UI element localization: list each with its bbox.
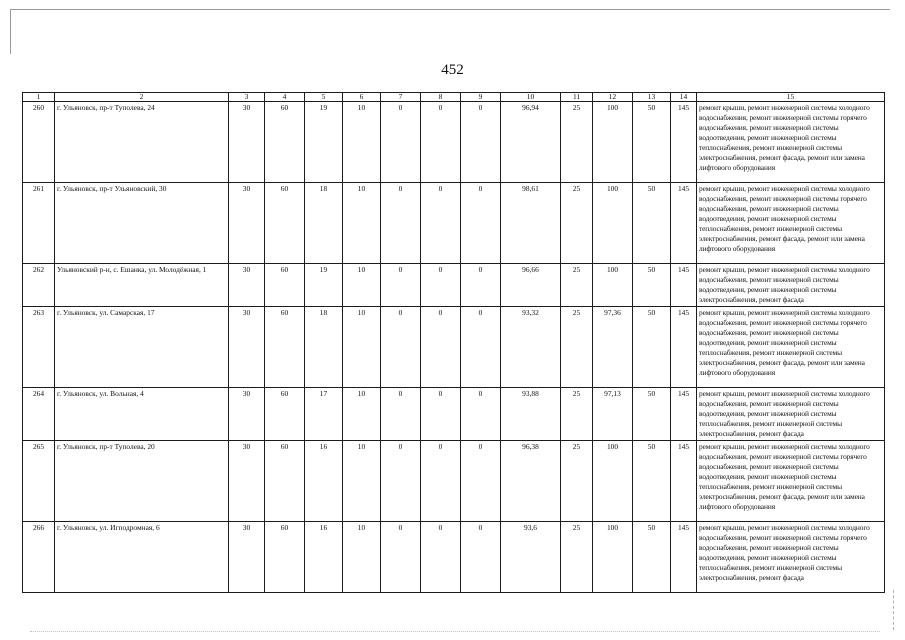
- value-cell: 0: [421, 388, 461, 441]
- value-cell: 96,38: [501, 441, 561, 522]
- table-row: [23, 264, 885, 307]
- column-index-row: [23, 93, 885, 102]
- table-row: [23, 183, 885, 264]
- value-cell: 0: [381, 388, 421, 441]
- value-cell: 30: [229, 388, 265, 441]
- row-number: 264: [23, 388, 55, 441]
- value-cell: 145: [671, 102, 697, 183]
- value-cell: 60: [265, 183, 305, 264]
- value-cell: 19: [305, 102, 343, 183]
- value-cell: 10: [343, 522, 381, 593]
- address-cell: г. Ульяновск, пр-т Туполева, 20: [55, 441, 229, 522]
- col-index: 9: [461, 93, 501, 102]
- value-cell: 93,6: [501, 522, 561, 593]
- value-cell: 50: [633, 388, 671, 441]
- value-cell: 50: [633, 441, 671, 522]
- value-cell: 50: [633, 522, 671, 593]
- table-row: [23, 522, 885, 593]
- value-cell: 93,88: [501, 388, 561, 441]
- row-number: 261: [23, 183, 55, 264]
- scan-edge-bottom: [30, 631, 880, 632]
- value-cell: 18: [305, 183, 343, 264]
- value-cell: 25: [561, 307, 593, 388]
- housing-repair-table: [22, 92, 885, 593]
- row-number: 262: [23, 264, 55, 307]
- address-cell: г. Ульяновск, пр-т Ульяновский, 30: [55, 183, 229, 264]
- value-cell: 145: [671, 388, 697, 441]
- value-cell: 0: [381, 264, 421, 307]
- value-cell: 100: [593, 102, 633, 183]
- value-cell: 0: [461, 388, 501, 441]
- value-cell: 96,94: [501, 102, 561, 183]
- value-cell: 60: [265, 264, 305, 307]
- value-cell: 100: [593, 522, 633, 593]
- col-index: 11: [561, 93, 593, 102]
- value-cell: 0: [461, 264, 501, 307]
- value-cell: 0: [421, 183, 461, 264]
- value-cell: 25: [561, 183, 593, 264]
- page-number: 452: [441, 62, 464, 78]
- value-cell: 100: [593, 441, 633, 522]
- row-number: 266: [23, 522, 55, 593]
- value-cell: 10: [343, 264, 381, 307]
- value-cell: 10: [343, 102, 381, 183]
- address-cell: г. Ульяновск, ул. Вольная, 4: [55, 388, 229, 441]
- value-cell: 30: [229, 307, 265, 388]
- repair-works-cell: ремонт крыши, ремонт инженерной системы холодного водоснабжения, ремонт инженерной системы горячего водоснабжения, ремонт инженерной системы водоотведения, ремонт инженерной системы теплоснабжения, ремонт инженерной системы электроснабжения, ремонт фасада, ремонт или замена лифтового оборудования: [697, 102, 885, 183]
- value-cell: 16: [305, 522, 343, 593]
- value-cell: 25: [561, 522, 593, 593]
- value-cell: 10: [343, 441, 381, 522]
- col-index: 12: [593, 93, 633, 102]
- value-cell: 0: [381, 183, 421, 264]
- value-cell: 93,32: [501, 307, 561, 388]
- row-number: 263: [23, 307, 55, 388]
- value-cell: 30: [229, 441, 265, 522]
- col-index: 15: [697, 93, 885, 102]
- value-cell: 50: [633, 264, 671, 307]
- row-number: 265: [23, 441, 55, 522]
- value-cell: 0: [461, 522, 501, 593]
- value-cell: 17: [305, 388, 343, 441]
- value-cell: 0: [461, 102, 501, 183]
- value-cell: 0: [421, 522, 461, 593]
- repair-works-cell: ремонт крыши, ремонт инженерной системы холодного водоснабжения, ремонт инженерной системы водоотведения, ремонт инженерной системы электроснабжения, ремонт фасада: [697, 264, 885, 307]
- col-index: 14: [671, 93, 697, 102]
- value-cell: 0: [461, 307, 501, 388]
- value-cell: 145: [671, 307, 697, 388]
- value-cell: 16: [305, 441, 343, 522]
- col-index: 7: [381, 93, 421, 102]
- repair-works-cell: ремонт крыши, ремонт инженерной системы холодного водоснабжения, ремонт инженерной системы горячего водоснабжения, ремонт инженерной системы водоотведения, ремонт инженерной системы теплоснабжения, ремонт инженерной системы электроснабжения, ремонт фасада: [697, 522, 885, 593]
- value-cell: 100: [593, 264, 633, 307]
- address-cell: г. Ульяновск, ул. Игподромная, 6: [55, 522, 229, 593]
- value-cell: 18: [305, 307, 343, 388]
- value-cell: 0: [421, 441, 461, 522]
- value-cell: 60: [265, 441, 305, 522]
- value-cell: 0: [421, 264, 461, 307]
- value-cell: 0: [421, 102, 461, 183]
- value-cell: 97,36: [593, 307, 633, 388]
- value-cell: 60: [265, 102, 305, 183]
- value-cell: 30: [229, 264, 265, 307]
- value-cell: 145: [671, 264, 697, 307]
- scan-edge-left: [10, 9, 11, 54]
- table-row: [23, 307, 885, 388]
- col-index: 3: [229, 93, 265, 102]
- value-cell: 10: [343, 388, 381, 441]
- row-number: 260: [23, 102, 55, 183]
- value-cell: 96,66: [501, 264, 561, 307]
- value-cell: 0: [461, 441, 501, 522]
- value-cell: 98,61: [501, 183, 561, 264]
- value-cell: 30: [229, 183, 265, 264]
- value-cell: 25: [561, 264, 593, 307]
- col-index: 13: [633, 93, 671, 102]
- value-cell: 10: [343, 183, 381, 264]
- value-cell: 60: [265, 522, 305, 593]
- value-cell: 50: [633, 102, 671, 183]
- repair-works-cell: ремонт крыши, ремонт инженерной системы холодного водоснабжения, ремонт инженерной системы горячего водоснабжения, ремонт инженерной системы водоотведения, ремонт инженерной системы теплоснабжения, ремонт инженерной системы электроснабжения, ремонт фасада, ремонт или замена лифтового оборудования: [697, 441, 885, 522]
- address-cell: г. Ульяновск, ул. Самарская, 17: [55, 307, 229, 388]
- address-cell: г. Ульяновск, пр-т Туполева, 24: [55, 102, 229, 183]
- value-cell: 0: [381, 307, 421, 388]
- value-cell: 0: [421, 307, 461, 388]
- table-row: [23, 441, 885, 522]
- address-cell: Ульяновский р-н, с. Ешанка, ул. Молодёжная, 1: [55, 264, 229, 307]
- value-cell: 97,13: [593, 388, 633, 441]
- repair-works-cell: ремонт крыши, ремонт инженерной системы холодного водоснабжения, ремонт инженерной системы горячего водоснабжения, ремонт инженерной системы водоотведения, ремонт инженерной системы теплоснабжения, ремонт инженерной системы электроснабжения, ремонт фасада, ремонт или замена лифтового оборудования: [697, 183, 885, 264]
- value-cell: 100: [593, 183, 633, 264]
- repair-works-cell: ремонт крыши, ремонт инженерной системы холодного водоснабжения, ремонт инженерной системы водоотведения, ремонт инженерной системы теплоснабжения, ремонт инженерной системы электроснабжения, ремонт фасада: [697, 388, 885, 441]
- scan-edge-right: [893, 590, 894, 630]
- table-row: [23, 388, 885, 441]
- value-cell: 30: [229, 102, 265, 183]
- value-cell: 50: [633, 307, 671, 388]
- value-cell: 145: [671, 522, 697, 593]
- value-cell: 0: [381, 522, 421, 593]
- value-cell: 30: [229, 522, 265, 593]
- value-cell: 25: [561, 102, 593, 183]
- value-cell: 50: [633, 183, 671, 264]
- value-cell: 145: [671, 441, 697, 522]
- value-cell: 0: [381, 102, 421, 183]
- value-cell: 60: [265, 307, 305, 388]
- col-index: 6: [343, 93, 381, 102]
- col-index: 1: [23, 93, 55, 102]
- value-cell: 60: [265, 388, 305, 441]
- repair-works-cell: ремонт крыши, ремонт инженерной системы холодного водоснабжения, ремонт инженерной системы горячего водоснабжения, ремонт инженерной системы водоотведения, ремонт инженерной системы теплоснабжения, ремонт инженерной системы электроснабжения, ремонт фасада, ремонт или замена лифтового оборудования: [697, 307, 885, 388]
- col-index: 10: [501, 93, 561, 102]
- col-index: 8: [421, 93, 461, 102]
- value-cell: 25: [561, 388, 593, 441]
- value-cell: 145: [671, 183, 697, 264]
- value-cell: 25: [561, 441, 593, 522]
- value-cell: 10: [343, 307, 381, 388]
- value-cell: 19: [305, 264, 343, 307]
- value-cell: 0: [381, 441, 421, 522]
- col-index: 2: [55, 93, 229, 102]
- table-row: [23, 102, 885, 183]
- scan-edge-top: [10, 9, 890, 10]
- value-cell: 0: [461, 183, 501, 264]
- col-index: 4: [265, 93, 305, 102]
- col-index: 5: [305, 93, 343, 102]
